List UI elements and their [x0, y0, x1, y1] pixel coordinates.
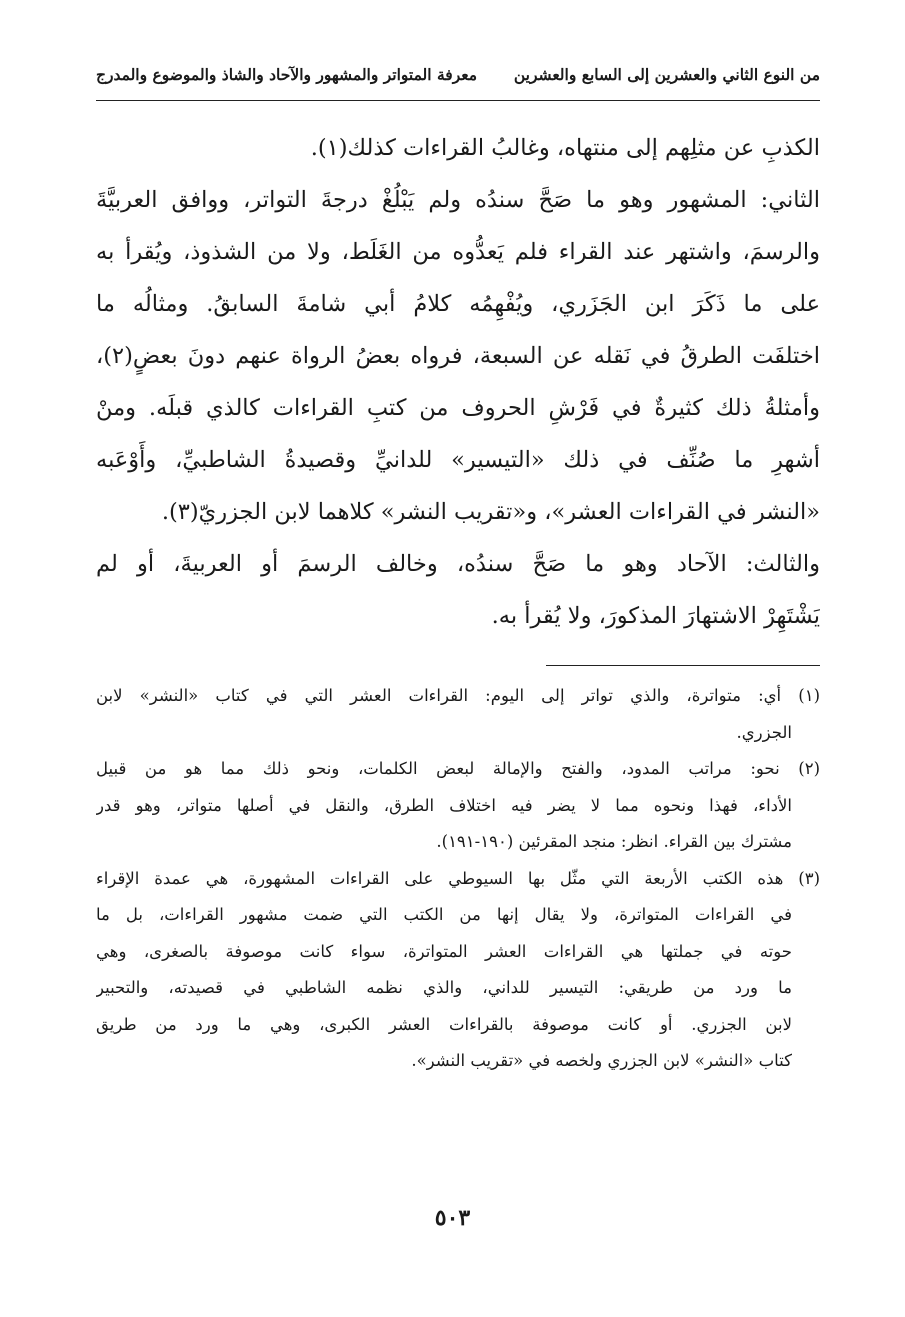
footnote-line: حوته في جملتها هي القراءات العشر المتواترة، سواء كانت موصوفة بالصغرى، وهي — [96, 941, 792, 961]
footnotes — [96, 678, 820, 1080]
footnote-line: كتاب «النشر» لابن الجزري ولخصه في «تقريب النشر». — [411, 1051, 792, 1070]
text-line: على ما ذَكَرَ ابن الجَزَري، ويُفْهِمُه كلامُ أبي شامةَ السابقُ. ومثالُه ما — [96, 291, 820, 317]
text-line: اختلفَت الطرقُ في نَقله عن السبعة، فرواه بعضُ الرواة عنهم دونَ بعضٍ(٢)، — [96, 343, 820, 369]
text-line: والرسمَ، واشتهر عند القراء فلم يَعدُّوه من الغَلَط، ولا من الشذوذ، ويُقرأ به — [96, 239, 820, 265]
paragraph-intro-end — [96, 122, 820, 174]
footnote-line: في القراءات المتواترة، ولا يقال إنها من الكتب التي ضمت مشهور القراءات، بل ما — [96, 905, 792, 924]
running-header — [96, 58, 820, 90]
paragraph-ahad — [96, 538, 820, 642]
footnote-1 — [96, 678, 820, 751]
header-chapter-range: من النوع الثاني والعشرين إلى السابع والعشرين — [513, 64, 820, 84]
footnote-line: لابن الجزري. أو كانت موصوفة بالقراءات العشر الكبرى، وهي ما ورد من طريق — [96, 1014, 792, 1034]
text-line: يَشْتَهِرْ الاشتهارَ المذكورَ، ولا يُقرأ به. — [491, 603, 820, 629]
page-number: ٥٠٣ — [434, 1205, 471, 1231]
main-text — [96, 122, 820, 642]
footnote-3 — [96, 861, 820, 1080]
text-line: أشهرِ ما صُنِّف في ذلك «التيسير» للدانيِّ وقصيدةُ الشاطبيِّ، وأَوْعَبه — [96, 447, 820, 473]
footnote-line: الجزري. — [736, 722, 792, 742]
footnote-2 — [96, 751, 820, 861]
footnote-line: ما ورد من طريقي: التيسير للداني، والذي نظمه الشاطبي في قصيدته، والتحبير — [96, 978, 792, 997]
header-divider — [96, 100, 820, 101]
footnote-line: الأداء، فهذا ونحوه مما لا يضر فيه اختلاف الطرق، والنقل في أصلها متواتر، وهو قدر — [96, 795, 792, 815]
footnote-line: مشترك بين القراء. انظر: منجد المقرئين (١٩٠-١٩١). — [436, 832, 792, 851]
footnote-divider — [546, 665, 820, 666]
footnote-line: (٣) هذه الكتب الأربعة التي مثّل بها السيوطي على القراءات المشهورة، هي عمدة الإقراء — [96, 868, 820, 888]
paragraph-mashhur — [96, 174, 820, 538]
text-line: «النشر في القراءات العشر»، و«تقريب النشر» كلاهما لابن الجزريّ(٣). — [161, 499, 820, 525]
footnote-line: (٢) نحو: مراتب المدود، والفتح والإمالة لبعض الكلمات، ونحو ذلك مما هو من قبيل — [96, 759, 820, 778]
text-line: الثاني: المشهور وهو ما صَحَّ سندُه ولم يَبْلُغْ درجةَ التواتر، ووافق العربيَّةَ — [96, 187, 820, 213]
footnote-line: (١) أي: متواترة، والذي تواتر إلى اليوم: القراءات العشر التي في كتاب «النشر» لابن — [96, 686, 820, 705]
header-chapter-title: معرفة المتواتر والمشهور والآحاد والشاذ والموضوع والمدرج — [96, 64, 478, 84]
text-line: الكذبِ عن مثلِهم إلى منتهاه، وغالبُ القراءات كذلك(١). — [310, 135, 820, 161]
text-line: والثالث: الآحاد وهو ما صَحَّ سندُه، وخالف الرسمَ أو العربيةَ، أو لم — [96, 551, 820, 577]
text-line: وأمثلةُ ذلك كثيرةٌ في فَرْشِ الحروف من كتبِ القراءات كالذي قبلَه. ومنْ — [96, 395, 820, 421]
